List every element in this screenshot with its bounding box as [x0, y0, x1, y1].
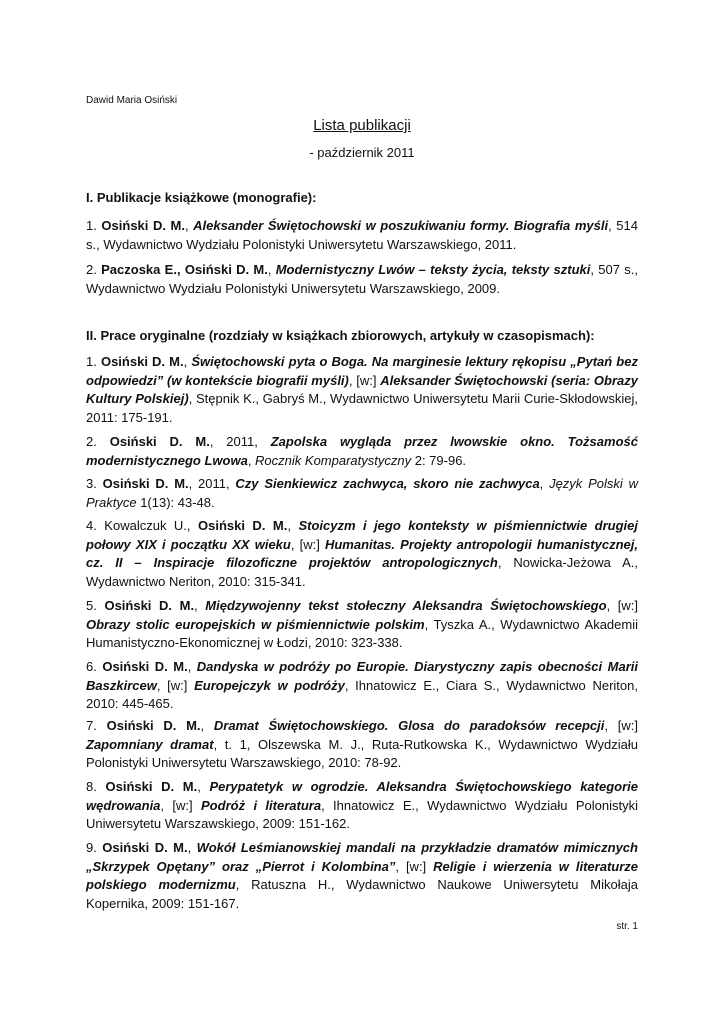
entry-author-text: Osiński D. M. [198, 518, 288, 533]
entry-author-text: Osiński D. M. [102, 476, 189, 491]
entry-title-text: Zapomniany dramat [86, 736, 214, 752]
entry-text: , [187, 840, 197, 855]
entry-author-text: Osiński D. M. [102, 659, 188, 674]
entry-text: , [w:] [290, 536, 325, 552]
document-title-text: Lista publikacji [313, 117, 411, 134]
entry-text: , [539, 476, 550, 491]
publication-entry [86, 517, 638, 591]
entry-text: Kowalczuk U., [96, 518, 198, 533]
entry-title-text: Czy Sienkiewicz zachwyca, skoro nie zachwyca [235, 476, 540, 491]
publication-entry [86, 597, 638, 653]
publication-entry [86, 658, 638, 714]
entry-text: , [197, 779, 210, 794]
author-name: Dawid Maria Osiński [86, 95, 178, 106]
publication-entry [86, 475, 638, 512]
entry-text: , t. 1, Olszewska M. J., Ruta-Rutkowska K., Wydawnictwo Wydziału Polonistyki Uniwersytetu Warszawskiego, 2010: 78-92. [86, 736, 638, 770]
entry-author-text: Paczoska E., Osiński D. M. [101, 262, 268, 277]
publication-entry [86, 839, 638, 913]
entry-text: , [247, 452, 256, 468]
entry-journal-text: Rocznik Komparatystyczny [255, 452, 412, 468]
entry-number: 9. [86, 840, 97, 855]
entry-author-text: Osiński D. M. [101, 218, 185, 233]
publication-entry [86, 717, 638, 773]
publication-entry [86, 217, 638, 254]
entry-text: , Ihnatowicz E., Ciara S., Wydawnictwo Neriton, 2010: 445-465. [86, 677, 638, 711]
entry-text: 2: 79-96. [411, 452, 467, 468]
entry-text: , [184, 218, 194, 233]
entry-title-text: Religie i wierzenia w literaturze polskiego modernizmu [86, 858, 639, 892]
entry-title-text: Zapolska wygląda przez lwowskie okno. Tożsamość modernistycznego Lwowa [86, 434, 638, 468]
entry-text: , Ihnatowicz E., Wydawnictwo Wydziału Polonistyki Uniwersytetu Warszawskiego, 2009: 151-162. [86, 797, 638, 831]
entry-author-text: Osiński D. M. [106, 718, 201, 733]
entry-author-text: Osiński D. M. [105, 779, 198, 794]
entry-author-text: Osiński D. M. [102, 840, 188, 855]
entry-text: , [200, 718, 214, 733]
document-title [86, 117, 638, 134]
publication-entry [86, 778, 638, 834]
entry-number: 5. [86, 598, 97, 613]
entry-text [97, 779, 106, 794]
entry-title-text: Świętochowski pyta o Boga. Na marginesie lektury rękopisu „Pytań bez odpowiedzi” (w kontekście biografii myśli) [86, 354, 638, 388]
entry-number: 7. [86, 718, 97, 733]
entry-title-text: Wokół Leśmianowskiej mandali na przykładzie dramatów mimicznych „Skrzypek Opętany” oraz „Pierrot i Kolombina” [86, 840, 638, 874]
entry-number: 1. [86, 218, 97, 233]
entry-title-text: Perypatetyk w ogrodzie. Aleksandra Świętochowskiego kategorie wędrowania [86, 779, 638, 813]
entry-text: , Tyszka A., Wydawnictwo Akademii Humanistyczno-Ekonomicznej w Łodzi, 2010: 323-338. [86, 616, 638, 650]
entry-title-text: Dramat Świętochowskiego. Glosa do paradoksów recepcji [213, 718, 605, 733]
entry-title-text: Modernistyczny Lwów – teksty życia, teksty sztuki [275, 262, 591, 277]
entry-number: 8. [86, 779, 97, 794]
entry-text: , Stępnik K., Gabryś M., Wydawnictwo Uniwersytetu Marii Curie-Skłodowskiej, 2011: 175-191. [86, 391, 638, 425]
entry-text: , [w:] [348, 372, 381, 388]
publication-entry [86, 353, 638, 427]
entry-text: , 507 s., Wydawnictwo Wydziału Polonistyki Uniwersytetu Warszawskiego, 2009. [86, 262, 638, 296]
entry-text: , 2011, [209, 434, 271, 449]
entry-text: , [w:] [606, 598, 638, 613]
entry-number: 1. [86, 354, 97, 369]
entry-number: 3. [86, 476, 97, 491]
entry-number: 2. [86, 434, 97, 449]
entry-text: , [194, 598, 206, 613]
entry-text: , [w:] [156, 677, 195, 693]
entry-text: , Ratuszna H., Wydawnictwo Naukowe Uniwersytetu Mikołaja Kopernika, 2009: 151-167. [86, 877, 638, 911]
document-date: - październik 2011 [309, 145, 415, 160]
section-heading-original-works: II. Prace oryginalne (rozdziały w książkach zbiorowych, artykuły w czasopismach): [86, 328, 595, 343]
entry-title-text: Obrazy stolic europejskich w piśmiennictwie polskim [86, 616, 425, 632]
entry-text: , 2011, [188, 476, 236, 491]
entry-text: , [287, 518, 299, 533]
entry-journal-text: Język Polski w Praktyce [86, 476, 638, 510]
entry-author-text: Osiński D. M. [109, 434, 210, 449]
entry-author-text: Osiński D. M. [104, 598, 195, 613]
section-heading-monographs: I. Publikacje książkowe (monografie): [86, 190, 317, 205]
entry-text: 1(13): 43-48. [136, 494, 215, 510]
entry-text [97, 718, 107, 733]
entry-text: , Nowicka-Jeżowa A., Wydawnictwo Neriton, 2010: 315-341. [86, 555, 638, 589]
entry-text: , [w:] [160, 797, 202, 813]
entry-text: , [187, 659, 197, 674]
entry-number: 4. [86, 518, 97, 533]
entry-title-text: Międzywojenny tekst stołeczny Aleksandra Świętochowskiego [205, 598, 607, 613]
entry-text [97, 434, 110, 449]
entry-number: 6. [86, 659, 97, 674]
entry-text: , 514 s., Wydawnictwo Wydziału Polonistyki Uniwersytetu Warszawskiego, 2011. [86, 218, 638, 252]
entry-text: , [183, 354, 192, 369]
entry-number: 2. [86, 262, 97, 277]
page-number: str. 1 [616, 921, 638, 932]
entry-title-text: Humanitas. Projekty antropologii humanistycznej, cz. II – Inspiracje filozoficzne projektów antropologicznych [86, 536, 638, 570]
entry-title-text: Aleksander Świętochowski (seria: Obrazy Kultury Polskiej) [86, 372, 639, 406]
entry-text: , [w:] [604, 718, 638, 733]
entry-title-text: Dandyska w podróży po Europie. Diarystyczny zapis obecności Marii Baszkircew [86, 659, 638, 693]
entry-title-text: Europejczyk w podróży [194, 677, 345, 693]
entry-title-text: Podróż i literatura [201, 797, 322, 813]
entry-title-text: Stoicyzm i jego konteksty w piśmiennictwie drugiej połowy XIX i początku XX wieku [86, 518, 638, 552]
entry-author-text: Osiński D. M. [100, 354, 184, 369]
entry-text: , [w:] [395, 858, 434, 874]
entry-text: , [267, 262, 276, 277]
entry-title-text: Aleksander Świętochowski w poszukiwaniu formy. Biografia myśli [193, 218, 609, 233]
publication-entry [86, 261, 638, 298]
publication-entry [86, 433, 638, 470]
